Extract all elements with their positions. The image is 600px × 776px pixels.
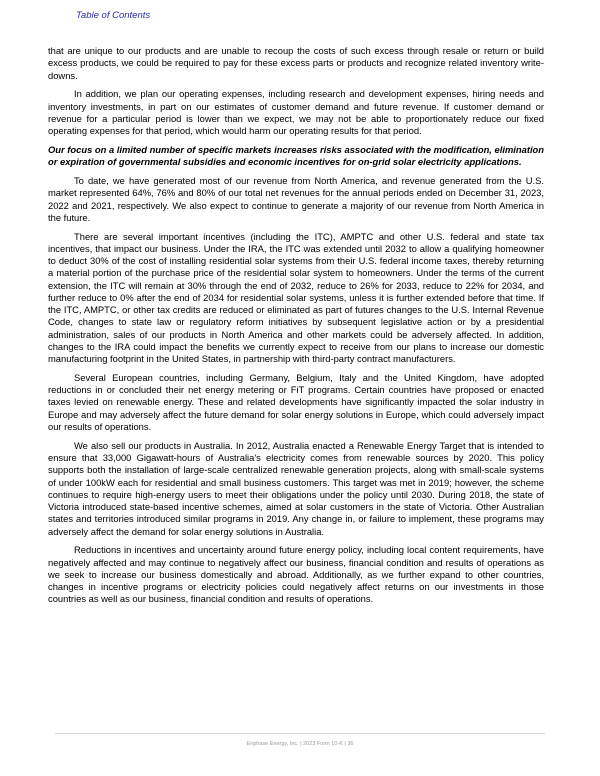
table-of-contents-link[interactable]: Table of Contents: [76, 10, 151, 21]
paragraph-continued: that are unique to our products and are unable to recoup the costs of such excess through resale or return or build excess products, we could be required to pay for these excess parts or products and recognize related inventory write-downs.: [48, 45, 544, 81]
paragraph-north-america-revenue: To date, we have generated most of our revenue from North America, and revenue generated from the U.S. market represented 64%, 76% and 80% of our total net revenues for the annual periods ended on December 31, 2023, 2022 and 2021, respectively. We also expect to continue to generate a majority of our revenue from North America in the future.: [48, 175, 544, 223]
paragraph-us-incentives: There are several important incentives (including the ITC), AMPTC and other U.S. federal and state tax incentives, that impact our business. Under the IRA, the ITC was extended until 2032 to allow a qualifying homeowner to deduct 30% of the cost of installing residential solar systems from their U.S. federal income taxes, thereby returning a material portion of the purchase price of the residential solar system to homeowners. Under the terms of the current extension, the ITC will remain at 30% through the end of 2032, reduce to 26% for 2033, reduce to 22% for 2034, and further reduce to 0% after the end of 2034 for residential solar systems, unless it is further extended before that time. If the ITC, AMPTC, or other tax credits are reduced or eliminated as part of futures changes to the U.S. Internal Revenue Code, changes to state law or regulatory reform initiatives by subsequent legislative action or by a presidential administration, sales of our products in North America and other markets could be adversely affected. In addition, changes to the IRA could impact the benefits we currently expect to receive from our plans to increase our domestic manufacturing footprint in the United States, in partnership with third-party contract manufacturers.: [48, 230, 544, 365]
paragraph-operating-expenses: In addition, we plan our operating expenses, including research and development expenses, hiring needs and inventory investments, in part on our estimates of customer demand and future revenue. If customer demand or revenue for a particular period is lower than we expect, we may not be able to proportionately reduce our fixed operating expenses for that period, which would harm our operating results for that period.: [48, 88, 544, 137]
footer-divider: [55, 733, 545, 734]
paragraph-europe: Several European countries, including Germany, Belgium, Italy and the United Kingdom, have adopted reductions in or concluded their net energy metering or FiT programs. Certain countries have proposed or enacted taxes levied on renewable energy. These and related developments have significantly impacted the solar industry in Europe and may adversely affect the future demand for solar energy solutions in Europe, which could adversely impact our results of operations.: [48, 371, 544, 432]
risk-factor-heading: Our focus on a limited number of specific markets increases risks associated with the modification, elimination or expiration of governmental subsidies and economic incentives for on-grid solar electricity applications.: [48, 143, 544, 168]
paragraph-reductions-in-incentives: Reductions in incentives and uncertainty around future energy policy, including local content requirements, have negatively affected and may continue to negatively affect our business, financial condition and results of operations as we seek to increase our business domestically and abroad. Additionally, as we further expand to other countries, changes in incentive programs or electricity policies could negatively affect returns on our investments in those countries as well as our business, financial condition and results of operations.: [48, 544, 544, 605]
document-body: [48, 45, 544, 612]
paragraph-australia: We also sell our products in Australia. In 2012, Australia enacted a Renewable Energy Target that is intended to ensure that 33,000 Gigawatt-hours of Australia's electricity comes from renewable sources by 2020. This policy supports both the installation of large-scale centralized renewable generation projects, along with small-scale systems of under 100kW each for residential and small business customers. This target was met in 2019; however, the scheme continues to require high-energy users to meet their obligations under the policy until 2030. During 2018, the state of Victoria introduced state-based incentive schemes, aimed at solar customers in the state of Victoria. Other Australian states and territories introduced similar programs in 2019. Any change in, or failure to implement, these programs may adversely affect the demand for solar energy solutions in Australia.: [48, 439, 544, 537]
page-footer: Enphase Energy, Inc. | 2023 Form 10-K | 36: [246, 741, 354, 747]
